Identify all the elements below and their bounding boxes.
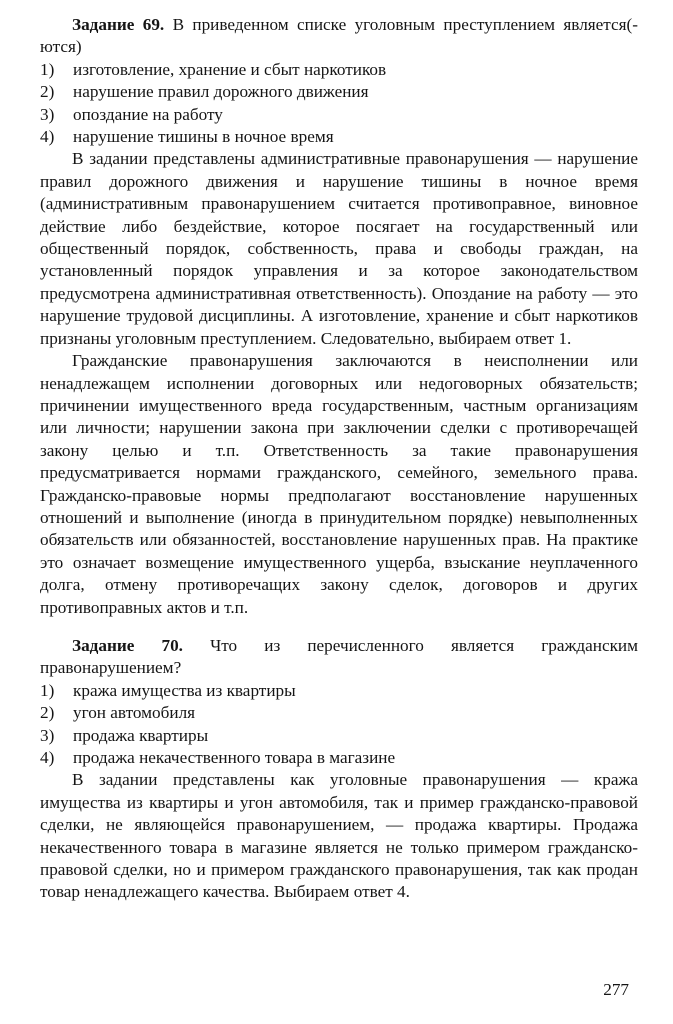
explanation-paragraph: В задании представлены административные правонарушения — нарушение правил дорожного движения и нарушение тишины в ночное время (административным правонарушением считается противоправное, виновное действие либо бездействие, которое посягает на государственный или общественный порядок, собственность, права и свободы граждан, на установленный порядок управления и за которое законодательством предусмотрена административная ответственность). Опоздание на работу — это нарушение трудовой дисциплины. А изготовление, хранение и сбыт наркотиков признаны уголовным преступлением. Следовательно, выбираем ответ 1. [40,149,638,348]
task-69 [40,14,638,619]
task-70-title: Задание 70. [72,635,183,655]
option-number: 4) [40,748,55,767]
task-69-question-text: В приведенном списке уголовным преступлением является(-ются) [40,15,639,57]
option-text: кража имущества из квартиры [73,680,296,700]
option-number: 1) [40,680,55,700]
task-69-question [40,14,638,59]
option-text: нарушение правил дорожного движения [73,82,369,102]
option-text: угон автомобиля [73,703,196,723]
option-item [40,702,638,724]
option-text: продажа некачественного товара в магазине [73,748,396,767]
explanation-paragraph: Гражданские правонарушения заключаются в неисполнении или ненадлежащем исполнении договорных или недоговорных обязательств; причинении имущественного вреда государственным, частным организациям или личности; нарушении закона при заключении сделки с противоречащей закону целью и т.п. Ответственность за такие правонарушения предусматривается нормами гражданского, семейного, земельного права. Гражданско-правовые нормы предполагают восстановление нарушенных отношений и выполнение (иногда в принудительном порядке) невыполненных обязательств или обязанностей, восстановление нарушенных прав. На практике это означает возмещение имущественного ущерба, взыскание неуплаченного долга, отмену противоречащих закону сделок, договоров и других противоправных актов и т.п. [40,351,638,617]
option-number: 4) [40,127,55,147]
option-item [40,104,638,126]
option-text: опоздание на работу [73,104,223,124]
option-number: 2) [40,82,55,102]
page-content [40,14,638,904]
option-text: изготовление, хранение и сбыт наркотиков [73,59,387,79]
task-69-options [40,59,638,149]
task-70-question-text: Что из перечисленного является гражданским правонарушением? [40,635,638,678]
option-item [40,680,638,702]
option-number: 1) [40,59,55,79]
option-number: 3) [40,725,55,745]
task-70 [40,635,638,904]
option-text: нарушение тишины в ночное время [73,127,334,147]
option-item [40,725,638,747]
option-number: 3) [40,104,55,124]
page-number: 277 [603,980,629,999]
option-item [40,747,638,769]
option-item [40,59,638,81]
option-text: продажа квартиры [73,725,209,745]
option-item [40,81,638,103]
option-item [40,126,638,148]
task-70-question [40,635,638,680]
task-70-options [40,680,638,770]
option-number: 2) [40,703,55,723]
task-69-title: Задание 69. [72,15,165,34]
explanation-paragraph: В задании представлены как уголовные правонарушения — кража имущества из квартиры и угон автомобиля, так и пример гражданско-правовой сделки, не являющейся правонарушением, — продажа квартиры. Продажа некачественного товара в магазине является не только примером гражданско-правовой сделки, но и примером гражданского правонарушения, так как продан товар ненадлежащего качества. Выбираем ответ 4. [40,770,638,902]
